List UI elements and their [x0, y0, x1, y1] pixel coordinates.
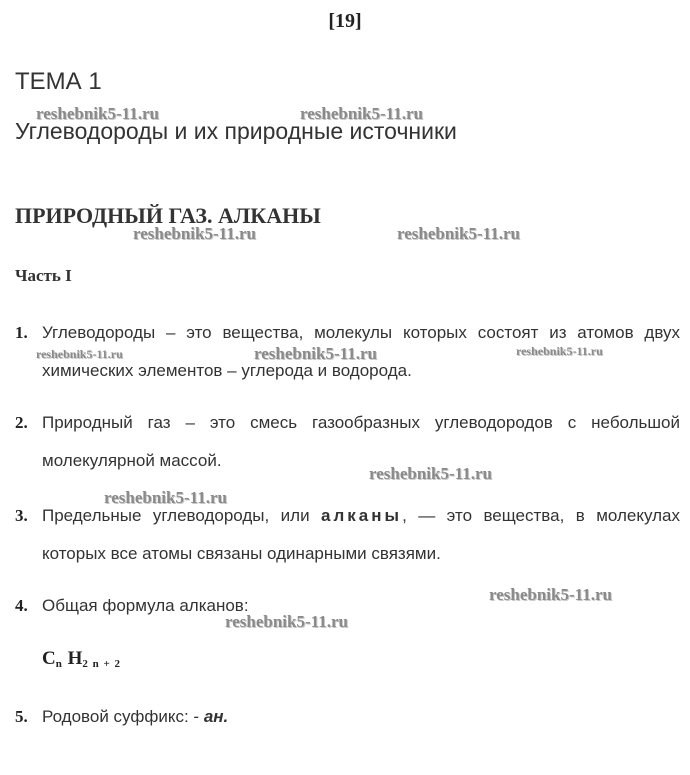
item-number: 1.: [15, 323, 28, 342]
watermark: reshebnik5-11.ru: [36, 347, 123, 361]
alkanes-term: алканы: [321, 506, 403, 525]
item-number: 5.: [15, 707, 28, 726]
watermark: reshebnik5-11.ru: [300, 104, 423, 123]
topic-title: Углеводороды и их природные источники: [15, 118, 457, 144]
suffix-label: Родовой суффикс: -: [42, 707, 204, 726]
item-number: 3.: [15, 506, 28, 525]
watermark: reshebnik5-11.ru: [104, 488, 227, 507]
item-text: [42, 497, 680, 573]
list-item-3: [15, 497, 680, 573]
item-text-after: , — это вещества, в молекулах которых все атомы связаны одинарными связями.: [42, 506, 680, 563]
item-number: 2.: [15, 413, 28, 432]
watermark: reshebnik5-11.ru: [36, 104, 159, 123]
item-text: Общая формула алканов:: [42, 596, 249, 615]
section-title: ПРИРОДНЫЙ ГАЗ. АЛКАНЫ: [15, 203, 321, 228]
watermark: reshebnik5-11.ru: [397, 224, 520, 243]
watermark: reshebnik5-11.ru: [516, 344, 603, 358]
item-text: [42, 698, 680, 736]
formula-hydrogen-index: 2 n + 2: [82, 658, 122, 670]
list-item-5: [15, 698, 680, 736]
suffix-value: ан.: [203, 707, 229, 726]
topic-label: ТЕМА 1: [15, 68, 102, 95]
formula-hydrogen: H: [67, 648, 83, 669]
item-text: Углеводороды – это вещества, молекулы которых состоят из атомов двух химических элементов – углерода и водорода.: [42, 323, 680, 380]
watermark: reshebnik5-11.ru: [254, 344, 377, 363]
watermark: reshebnik5-11.ru: [489, 585, 612, 604]
part-label: Часть I: [15, 266, 72, 285]
watermark: reshebnik5-11.ru: [369, 464, 492, 483]
formula-carbon-index: n: [55, 658, 63, 670]
alkane-general-formula: [42, 648, 121, 670]
page-number: [19]: [328, 10, 362, 32]
list-item-2: [15, 404, 680, 480]
item-text-before: Предельные углеводороды, или: [42, 506, 322, 525]
formula-carbon: C: [42, 648, 56, 669]
item-number: 4.: [15, 596, 28, 615]
watermark: reshebnik5-11.ru: [133, 224, 256, 243]
item-text: Природный газ – это смесь газообразных углеводородов с небольшой молекулярной массой.: [42, 413, 680, 470]
watermark: reshebnik5-11.ru: [225, 612, 348, 631]
